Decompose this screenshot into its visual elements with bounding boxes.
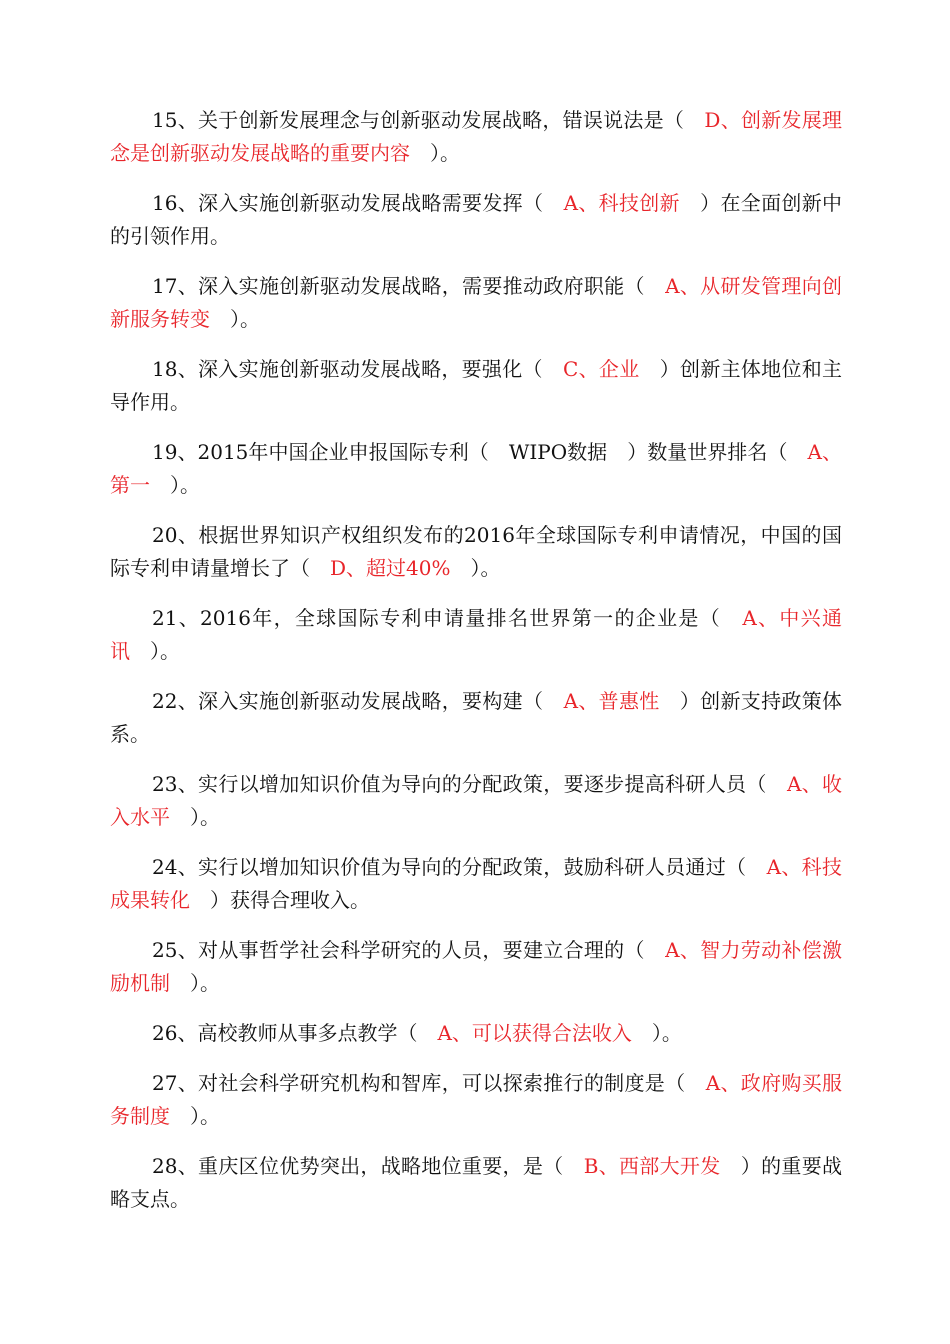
answer-text: C、企业 [563,357,640,381]
question-18 [110,353,842,419]
answer-text: A、第一 [110,440,842,497]
question-16 [110,187,842,253]
question-text-end: ）。 [150,473,200,497]
question-text: 19、2015年中国企业申报国际专利（ WIPO数据 ）数量世界排名（ [152,440,808,464]
question-text: 26、高校教师从事多点教学（ [152,1021,438,1045]
question-20 [110,519,842,585]
answer-text: A、科技成果转化 [110,855,842,912]
question-text-end: ）。 [170,805,220,829]
question-text-end: ）。 [170,971,220,995]
question-text: 27、对社会科学研究机构和智库，可以探索推行的制度是（ [152,1071,706,1095]
question-26 [110,1017,842,1050]
document-page [110,104,842,1233]
question-21 [110,602,842,668]
question-text: 17、深入实施创新驱动发展战略，需要推动政府职能（ [152,274,666,298]
answer-text: A、科技创新 [563,191,680,215]
question-text-end: ）。 [450,556,501,580]
question-15 [110,104,842,170]
answer-text: A、政府购买服务制度 [110,1071,842,1128]
question-text-end: ）创新支持政策体系。 [110,689,843,746]
question-text: 20、根据世界知识产权组织发布的2016年全球国际专利申请情况，中国的国际专利申请量增长了（ [110,523,842,580]
question-text-end: ）的重要战略支点。 [110,1154,843,1211]
question-28 [110,1150,842,1216]
question-text: 25、对从事哲学社会科学研究的人员，要建立合理的（ [152,938,666,962]
question-25 [110,934,842,1000]
question-text-end: ）创新主体地位和主导作用。 [110,357,843,414]
question-text: 22、深入实施创新驱动发展战略，要构建（ [152,689,564,713]
question-text-end: ）。 [170,1104,220,1128]
question-23 [110,768,842,834]
question-text-end: ）。 [210,307,260,331]
question-22 [110,685,842,751]
answer-text: A、普惠性 [563,689,660,713]
answer-text: A、可以获得合法收入 [437,1021,632,1045]
question-text: 23、实行以增加知识价值为导向的分配政策，要逐步提高科研人员（ [152,772,787,796]
answer-text: B、西部大开发 [583,1154,721,1178]
answer-text: A、从研发管理向创新服务转变 [110,274,842,331]
question-27 [110,1067,842,1133]
question-text: 28、重庆区位优势突出，战略地位重要，是（ [152,1154,584,1178]
question-text-end: ）获得合理收入。 [190,888,370,912]
question-17 [110,270,842,336]
answer-text: D、超过40% [330,556,451,580]
question-text: 15、关于创新发展理念与创新驱动发展战略，错误说法是（ [152,108,705,132]
question-24 [110,851,842,917]
answer-text: A、收入水平 [110,772,842,829]
answer-text: D、创新发展理念是创新驱动发展战略的重要内容 [110,108,842,165]
question-text: 21、2016年，全球国际专利申请量排名世界第一的企业是（ [152,606,743,630]
question-19 [110,436,842,502]
question-text: 24、实行以增加知识价值为导向的分配政策，鼓励科研人员通过（ [152,855,767,879]
question-text: 18、深入实施创新驱动发展战略，要强化（ [152,357,564,381]
question-text-end: ）。 [631,1021,682,1045]
question-text-end: ）。 [410,141,460,165]
question-text: 16、深入实施创新驱动发展战略需要发挥（ [152,191,564,215]
question-text-end: ）在全面创新中的引领作用。 [110,191,843,248]
answer-text: A、中兴通讯 [110,606,842,663]
question-text-end: ）。 [130,639,180,663]
answer-text: A、智力劳动补偿激励机制 [110,938,842,995]
